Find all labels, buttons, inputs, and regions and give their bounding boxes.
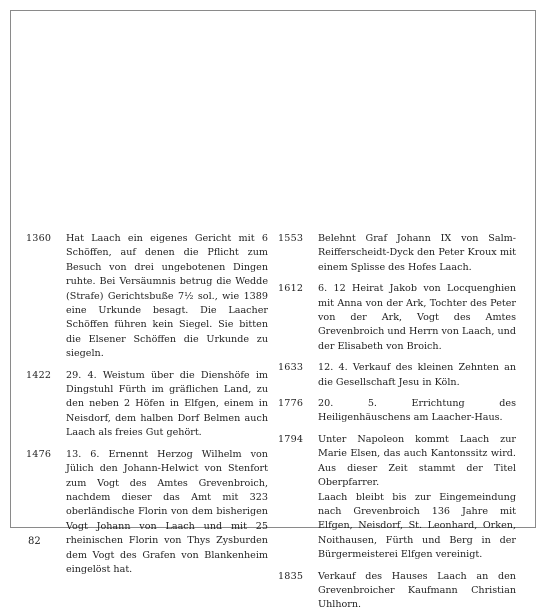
entry-year: 1476 bbox=[26, 448, 52, 460]
entry-text: 13. 6. Ernennt Herzog Wilhelm von Jülich den Johann-Helwict von Stenfort zum Vogt des Amtes Grevenbroich, nachdem dieser das Amt mit 323 oberländische Florin von dem bisherigen Vogt Johann von Laach und mit 25 rheinischen Florin von Thys Zysburden dem Vogt des Grafen von Blankenheim eingelöst hat. bbox=[66, 448, 268, 575]
entry-text: 12. 4. Verkauf des kleinen Zehnten an die Gesellschaft Jesu in Köln. bbox=[318, 362, 516, 388]
entry-text: 6. 12 Heirat Jakob von Locquenghien mit Anna von der Ark, Tochter des Peter von der Ark, Vogt des Amtes Grevenbroich und Herrn von Laach, und der Elisabeth von Broich. bbox=[318, 283, 516, 352]
entry-year: 1360 bbox=[26, 233, 52, 244]
chronicle-left-column bbox=[26, 232, 268, 577]
entry-year: 1835 bbox=[278, 570, 304, 582]
entry-year: 1776 bbox=[278, 398, 304, 410]
entry-year: 1612 bbox=[278, 283, 304, 295]
chronicle-entry bbox=[278, 491, 516, 563]
entry-text: 20. 5. Errichtung des Heiligenhäuschens am Laacher-Haus. bbox=[318, 398, 516, 424]
chronicle-entry bbox=[278, 282, 516, 354]
entry-text: Unter Napoleon kommt Laach zur Marie Elsen, das auch Kantonssitz wird. Aus dieser Zeit stammt der Titel Oberpfarrer. bbox=[318, 433, 516, 489]
entry-text: Belehnt Graf Johann IX von Salm-Reifferscheidt-Dyck den Peter Kroux mit einem Splisse des Hofes Laach. bbox=[318, 233, 516, 273]
entry-text: Laach bleibt bis zur Eingemeindung nach Grevenbroich 136 Jahre mit Elfgen, Neisdorf, St. Leonhard, Orken, Noithausen, Fürth und Berg in der Bürgermeisterei Elfgen vereinigt. bbox=[318, 491, 516, 561]
chronicle-entry bbox=[278, 433, 516, 491]
entry-year: 1794 bbox=[278, 433, 304, 445]
page-number: 82 bbox=[28, 536, 41, 547]
entry-year: 1422 bbox=[26, 369, 52, 381]
chronicle-right-column bbox=[278, 232, 516, 613]
entry-year: 1553 bbox=[278, 233, 304, 244]
chronicle-entry bbox=[26, 448, 268, 578]
entry-text: Hat Laach ein eigenes Gericht mit 6 Schöffen, auf denen die Pflicht zum Besuch von drei ungebotenen Dingen ruhte. Bei Versäumnis betrug die Wedde (Strafe) Gerichtsbuße 7½ sol., wie 1389 eine Urkunde besagt. Die Laacher Schöffen führen kein Siegel. Sie bitten die Elsener Schöffen die Urkunde zu siegeln. bbox=[66, 233, 268, 360]
entry-text: 29. 4. Weistum über die Dienshöfe im Dingstuhl Fürth im gräflichen Land, zu den neben 2 Höfen in Elfgen, einem in Neisdorf, dem halben Dorf Belmen auch Laach als freies Gut gehört. bbox=[66, 369, 268, 439]
entry-text: Verkauf des Hauses Laach an den Grevenbroicher Kaufmann Christian Uhlhorn. bbox=[318, 570, 516, 611]
chronicle-entry bbox=[278, 570, 516, 613]
entry-year: 1633 bbox=[278, 362, 304, 374]
chronicle-entry bbox=[278, 397, 516, 426]
chronicle-entry bbox=[278, 361, 516, 390]
chronicle-entry bbox=[26, 369, 268, 441]
chronicle-entry bbox=[278, 232, 516, 275]
chronicle-entry bbox=[26, 232, 268, 362]
